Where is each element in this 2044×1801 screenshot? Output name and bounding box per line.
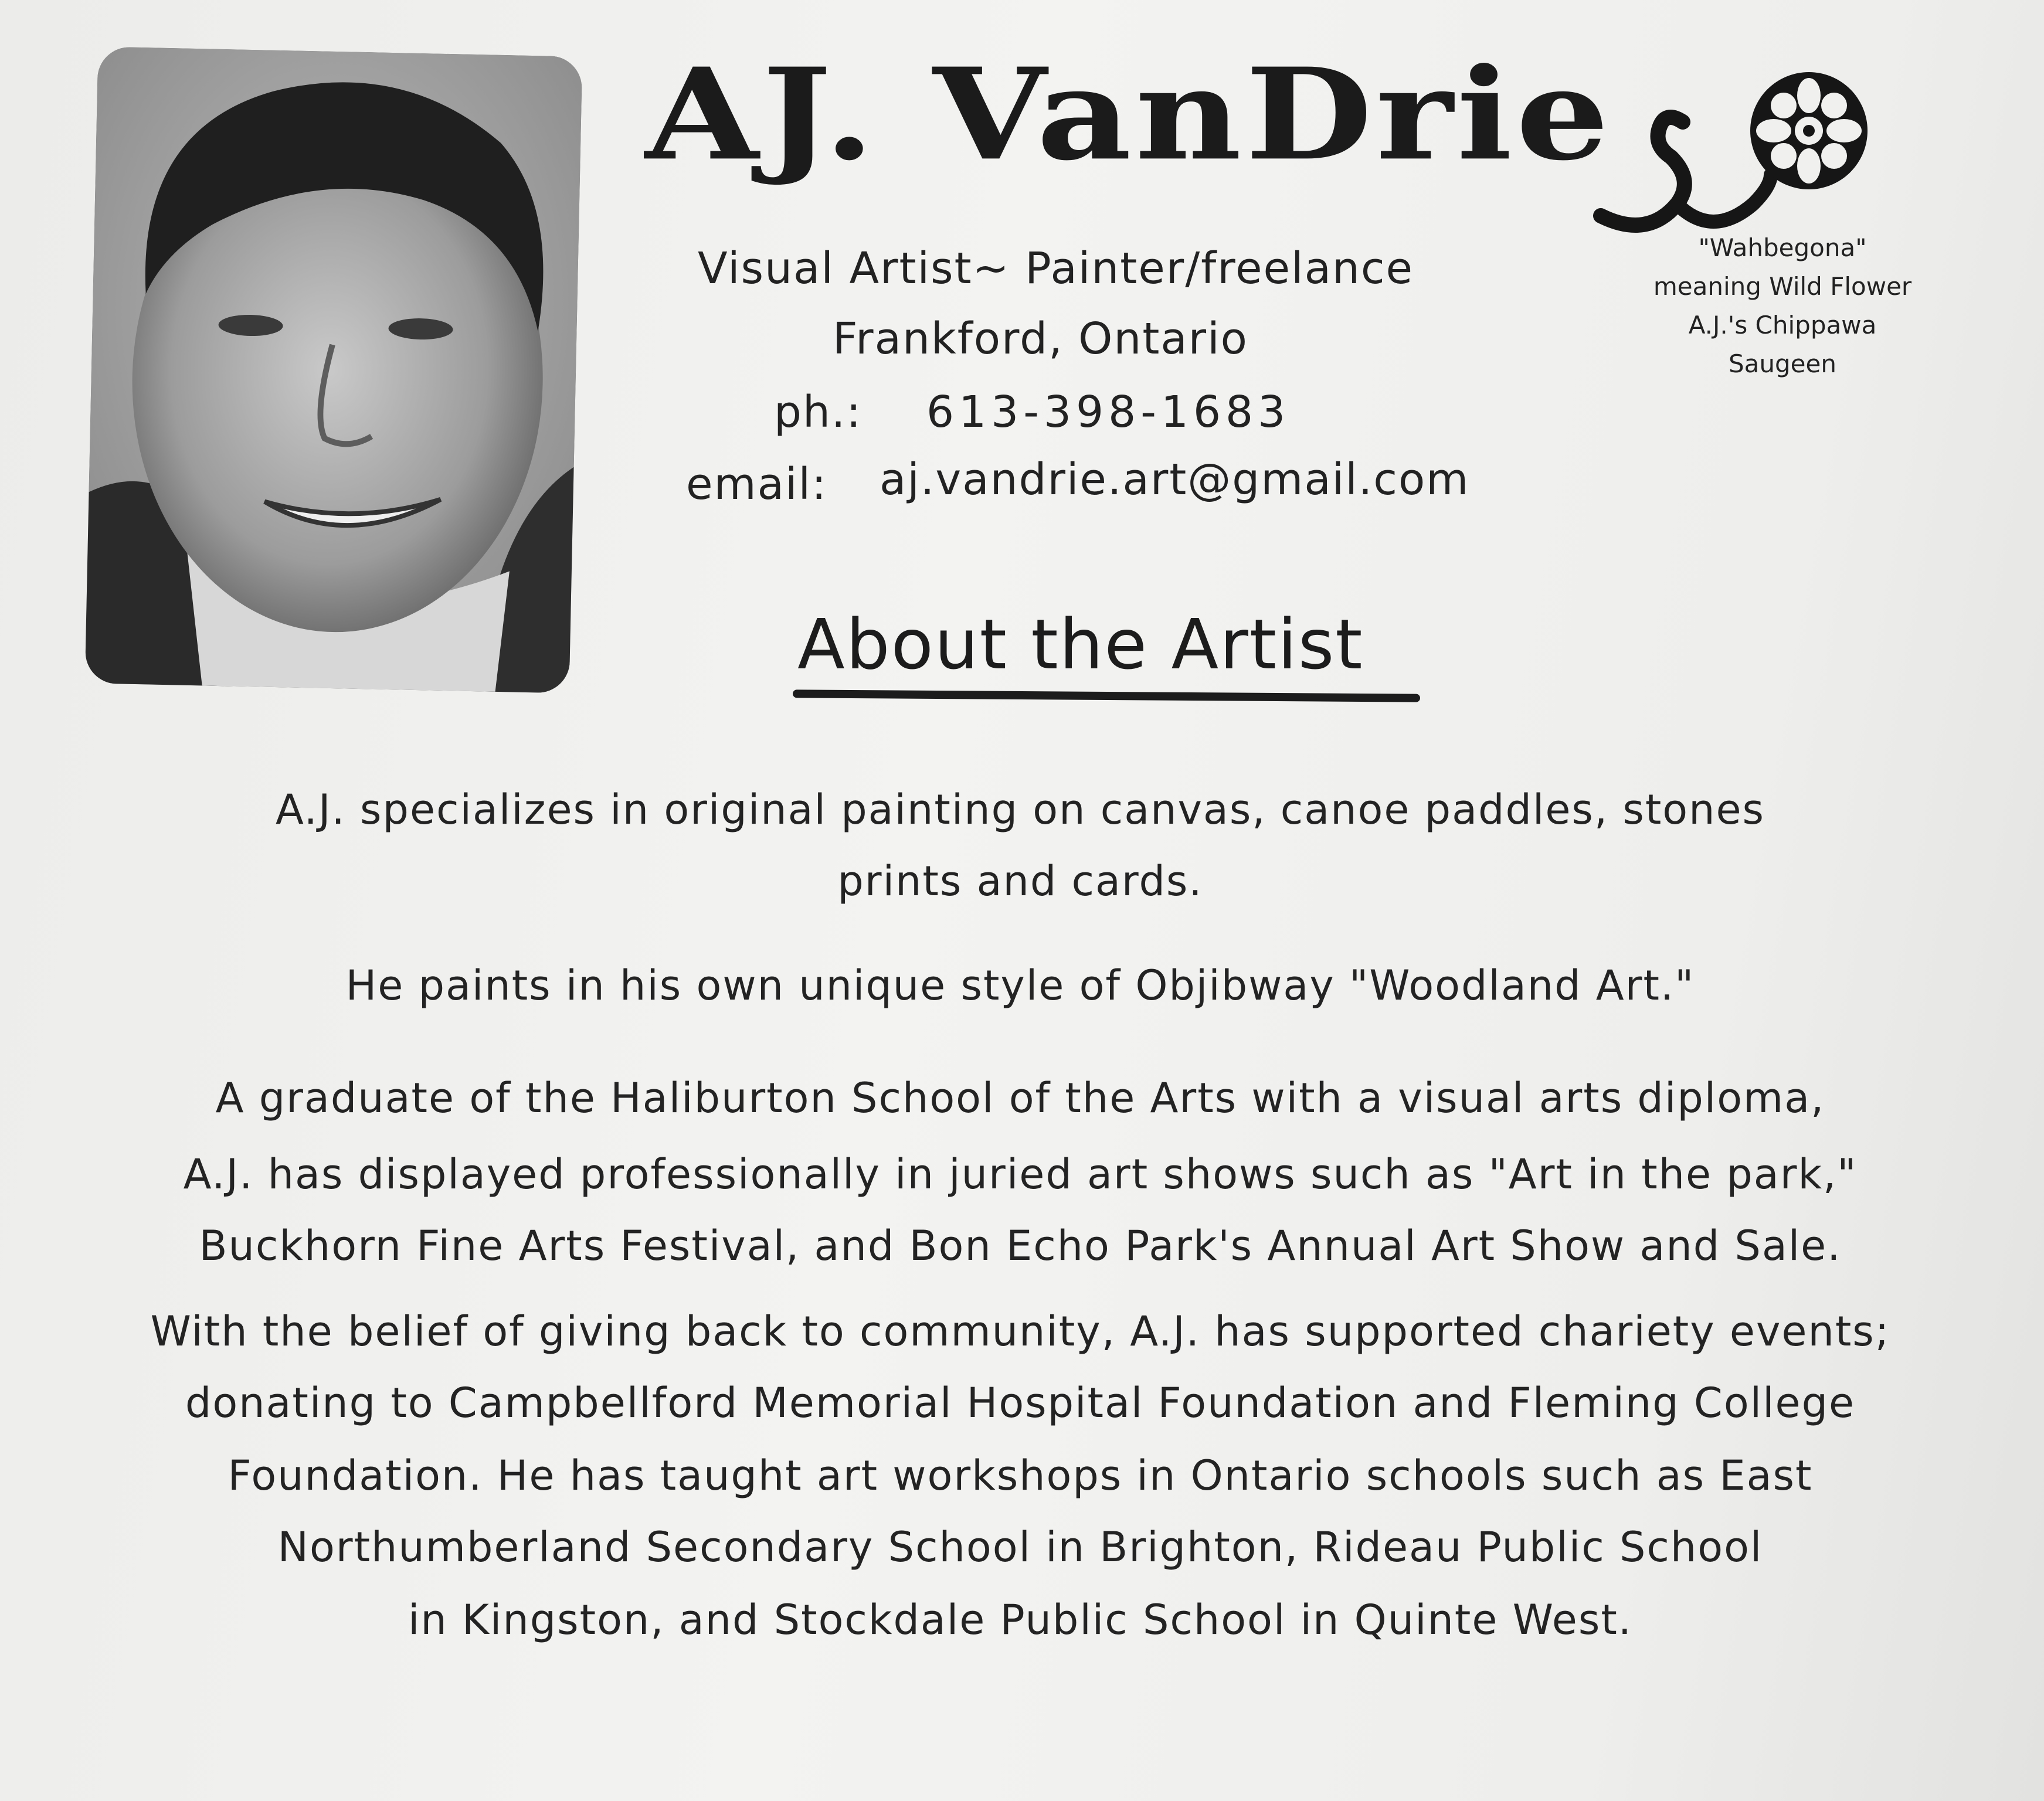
flower-caption-line: meaning Wild Flower <box>1653 272 1912 301</box>
flower-caption-line: "Wahbegona" <box>1698 233 1867 262</box>
about-line: Buckhorn Fine Arts Festival, and Bon Echo Park's Annual Art Show and Sale. <box>199 1222 1842 1270</box>
wild-flower-logo-icon <box>1577 63 1876 245</box>
about-line: He paints in his own unique style of Objibway "Woodland Art." <box>345 961 1695 1010</box>
about-line: A.J. specializes in original painting on canvas, canoe paddles, stones <box>275 786 1765 834</box>
about-line: donating to Campbellford Memorial Hospital Foundation and Fleming College <box>185 1379 1856 1427</box>
phone-label: ph.: <box>774 387 863 437</box>
artist-name-logo: AJ. VanDrie <box>645 40 1613 189</box>
flower-caption <box>1607 229 1958 383</box>
about-heading: About the Artist <box>797 604 1364 685</box>
about-line: A graduate of the Haliburton School of the Arts with a visual arts diploma, <box>215 1074 1825 1122</box>
heading-underline <box>793 689 1420 702</box>
artist-location: Frankford, Ontario <box>833 314 1248 364</box>
about-line: Foundation. He has taught art workshops in Ontario schools such as East <box>228 1452 1813 1500</box>
about-line: in Kingston, and Stockdale Public School in Quinte West. <box>408 1596 1633 1644</box>
email-label: email: <box>686 459 828 509</box>
artist-portrait-photo <box>85 46 583 693</box>
about-line: With the belief of giving back to community, A.J. has supported chariety events; <box>150 1307 1890 1355</box>
about-line: Northumberland Secondary School in Brighton, Rideau Public School <box>277 1523 1763 1571</box>
phone-number: 613-398-1683 <box>926 387 1291 437</box>
artist-title: Visual Artist~ Painter/freelance <box>698 243 1414 294</box>
portrait-image <box>85 46 583 693</box>
email-address: aj.vandrie.art@gmail.com <box>880 454 1470 505</box>
flower-caption-line: Saugeen <box>1729 349 1836 378</box>
about-line: prints and cards. <box>837 857 1203 905</box>
about-line: A.J. has displayed professionally in juried art shows such as "Art in the park," <box>183 1150 1858 1198</box>
flower-caption-line: A.J.'s Chippawa <box>1688 311 1877 339</box>
